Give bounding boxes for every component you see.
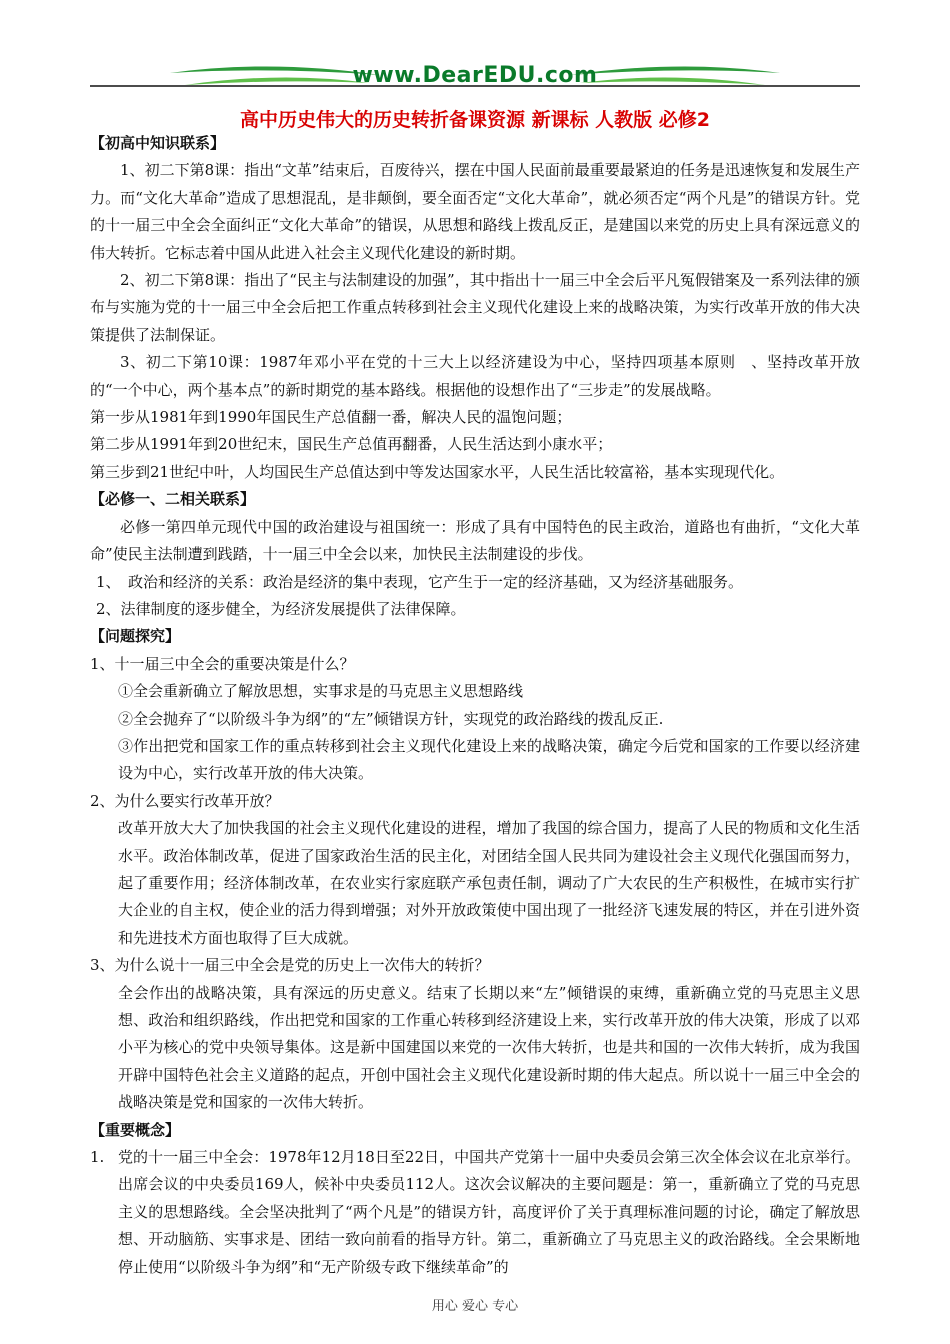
site-header (90, 55, 860, 105)
answer: ②全会抛弃了“以阶级斗争为纲”的“左”倾错误方针，实现党的政治路线的拨乱反正. (118, 709, 664, 728)
document-body (90, 130, 860, 1281)
concept-item (90, 1144, 860, 1281)
paragraph: 3、初二下第10课：1987年邓小平在党的十三大上以经济建设为中心，坚持四项基本原则 、坚持改革开放的“一个中心，两个基本点”的新时期党的基本路线。根据他的设想作出了“三步走”的发展战略。 (90, 353, 860, 399)
paragraph: 第三步到21世纪中叶，人均国民生产总值达到中等发达国家水平，人民生活比较富裕，基本实现现代化。 (90, 462, 785, 481)
paragraph: 第二步从1991年到20世纪末，国民生产总值再翻番，人民生活达到小康水平； (90, 435, 613, 454)
paragraph: 2、初二下第8课：指出了“民主与法制建设的加强”，其中指出十一届三中全会后平凡冤假错案及一系列法律的颁布与实施为党的十一届三中全会后把工作重点转移到社会主义现代化建设上来的战略决策，为实行改革开放的伟大决策提供了法制保证。 (90, 271, 860, 344)
page-footer: 用心 爱心 专心 (431, 1299, 519, 1314)
question: 1、十一届三中全会的重要决策是什么？ (90, 654, 355, 673)
site-logo[interactable]: www.DearEDU.com (352, 63, 598, 88)
question: 2、为什么要实行改革开放？ (90, 791, 280, 810)
answer: ①全会重新确立了解放思想，实事求是的马克思主义思想路线 (118, 682, 524, 701)
question: 3、为什么说十一届三中全会是党的历史上一次伟大的转折？ (90, 956, 490, 975)
section-heading: 【重要概念】 (90, 1120, 181, 1139)
section-heading: 【必修一、二相关联系】 (90, 490, 256, 509)
paragraph: 1、 政治和经济的关系：政治是经济的集中表现，它产生于一定的经济基础，又为经济基础服务。 (96, 572, 744, 591)
document-title: 高中历史伟大的历史转折备课资源 新课标 人教版 必修2 (239, 109, 711, 131)
paragraph: 1、初二下第8课：指出“文革”结束后，百废待兴，摆在中国人民面前最重要最紧迫的任务是迅速恢复和发展生产力。而“文化大革命”造成了思想混乱，是非颠倒，要全面否定“文化大革命”，就必须否定“两个凡是”的错误方针。党的十一届三中全会全面纠正“文化大革命”的错误，从思想和路线上拨乱反正，是建国以来党的历史上具有深远意义的伟大转折。它标志着中国从此进入社会主义现代化建设的新时期。 (90, 161, 860, 262)
paragraph: 2、法律制度的逐步健全，为经济发展提供了法律保障。 (96, 599, 466, 618)
section-heading: 【问题探究】 (90, 627, 181, 646)
answer: 全会作出的战略决策，具有深远的历史意义。结束了长期以来“左”倾错误的束缚，重新确立党的马克思主义思想、政治和组织路线，作出把党和国家的工作重心转移到经济建设上来，实行改革开放的伟大决策，形成了以邓小平为核心的党中央领导集体。这是新中国建国以来党的一次伟大转折，也是共和国的一次伟大转折，成为我国开辟中国特色社会主义道路的起点，开创中国社会主义现代化建设新时期的伟大起点。所以说十一届三中全会的战略决策是党和国家的一次伟大转折。 (118, 983, 860, 1112)
section-heading: 【初高中知识联系】 (90, 134, 226, 152)
paragraph: 必修一第四单元现代中国的政治建设与祖国统一：形成了具有中国特色的民主政治，道路也有曲折，“文化大革命”使民主法制遭到践踏，十一届三中全会以来，加快民主法制建设的步伐。 (90, 517, 860, 564)
paragraph: 第一步从1981年到1990年国民生产总值翻一番，解决人民的温饱问题； (90, 408, 572, 427)
concept-text: 党的十一届三中全会：1978年12月18日至22日，中国共产党第十一届中央委员会第三次全体会议在北京举行。出席会议的中央委员169人，候补中央委员112人。这次会议解决的主要问题是：第一，重新确立了党的马克思主义的思想路线。全会坚决批判了“两个凡是”的错误方针，高度评价了关于真理标准问题的讨论，确定了解放思想、开动脑筋、实事求是、团结一致向前看的指导方针。第二，重新确立了马克思主义的政治路线。全会果断地停止使用“以阶级斗争为纲”和“无产阶级专政下继续革命”的 (118, 1148, 860, 1276)
answer: 改革开放大大了加快我国的社会主义现代化建设的进程，增加了我国的综合国力，提高了人民的物质和文化生活水平。政治体制改革，促进了国家政治生活的民主化，对团结全国人民共同为建设社会主义现代化强国而努力，起了重要作用；经济体制改革，在农业实行家庭联产承包责任制，调动了广大农民的生产积极性，在城市实行扩大企业的自主权，使企业的活力得到增强；对外开放政策使中国出现了一批经济飞速发展的特区，并在引进外资和先进技术方面也取得了巨大成就。 (118, 819, 860, 947)
item-number: 1. (90, 1148, 105, 1167)
answer: ③作出把党和国家工作的重点转移到社会主义现代化建设上来的战略决策，确定今后党和国家的工作要以经济建设为中心，实行改革开放的伟大决策。 (118, 736, 860, 783)
